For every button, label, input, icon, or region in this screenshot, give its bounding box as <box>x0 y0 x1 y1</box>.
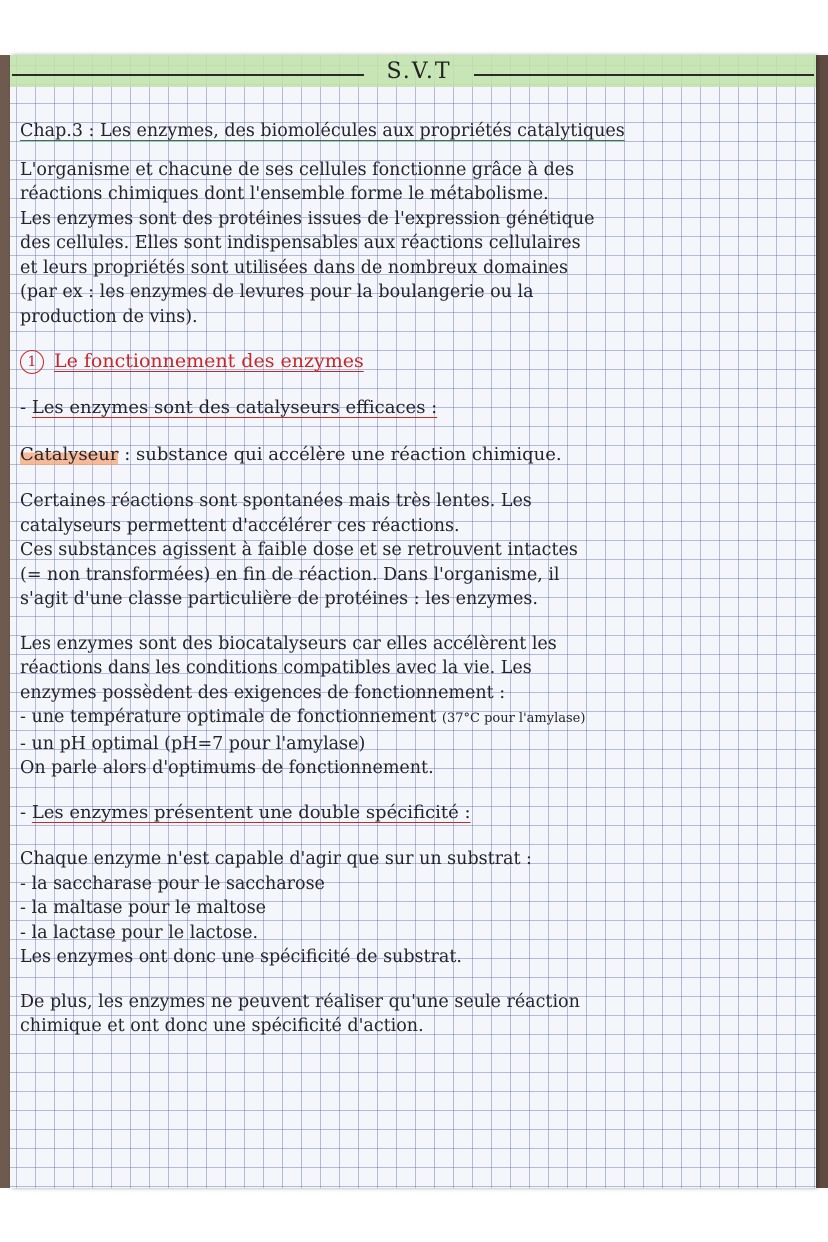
para-line: Chaque enzyme n'est capable d'agir que sur un substrat : <box>20 849 532 869</box>
catalyst-paragraph <box>20 489 815 612</box>
subheading-dash: - <box>20 397 32 418</box>
subheading-specificite <box>20 801 815 826</box>
bullet-temperature <box>20 705 815 732</box>
header-rule-right <box>474 74 814 76</box>
intro-line: (par ex : les enzymes de levures pour la boulangerie ou la <box>20 282 534 302</box>
para-line: Certaines réactions sont spontanées mais très lentes. Les <box>20 491 532 511</box>
para-line: réactions dans les conditions compatibles avec la vie. Les <box>20 658 532 678</box>
para-line: (= non transformées) en fin de réaction. Dans l'organisme, il <box>20 564 560 585</box>
bullet-ph: - un pH optimal (pH=7 pour l'amylase) <box>20 733 366 754</box>
section-heading-1 <box>20 349 815 374</box>
section-number: 1 <box>20 350 44 374</box>
intro-line: production de vins). <box>20 306 198 327</box>
bullet-note: (37°C pour l'amylase) <box>441 711 586 726</box>
notes-content <box>20 119 815 1059</box>
grid-paper-sheet <box>10 55 816 1188</box>
para-line: s'agit d'une classe particulière de protéines : les enzymes. <box>20 589 538 609</box>
list-item: - la maltase pour le maltose <box>20 898 267 918</box>
specificity-paragraph <box>20 847 815 970</box>
intro-line: des cellules. Elles sont indispensables aux réactions cellulaires <box>20 233 581 253</box>
intro-line: réactions chimiques dont l'ensemble forme le métabolisme. <box>20 184 549 204</box>
subheading-text: Les enzymes sont des catalyseurs efficaces : <box>31 397 438 418</box>
biocatalyst-paragraph <box>20 632 815 781</box>
para-line: chimique et ont donc une spécificité d'action. <box>20 1016 424 1036</box>
list-item: - la saccharase pour le saccharose <box>20 873 325 894</box>
bullet-text: - une température optimale de fonctionnement <box>20 707 442 727</box>
para-line: enzymes possèdent des exigences de fonctionnement : <box>20 682 506 703</box>
para-line: catalyseurs permettent d'accélérer ces réactions. <box>20 515 460 536</box>
para-line: Ces substances agissent à faible dose et se retrouvent intactes <box>20 540 578 560</box>
intro-line: et leurs propriétés sont utilisées dans de nombreux domaines <box>20 257 568 278</box>
intro-paragraph <box>20 158 815 330</box>
intro-line: L'organisme et chacune de ses cellules fonctionne grâce à des <box>20 159 575 180</box>
chapter-heading <box>20 119 815 144</box>
para-conclusion: On parle alors d'optimums de fonctionnement. <box>20 758 434 778</box>
para-line: Les enzymes sont des biocatalyseurs car elles accélèrent les <box>20 633 557 654</box>
definition-text: : substance qui accélère une réaction chimique. <box>118 443 562 465</box>
subject-title: S.V.T <box>386 59 452 84</box>
section-title: Le fonctionnement des enzymes <box>54 350 364 372</box>
definition-line <box>20 443 815 468</box>
chapter-title: Les enzymes, des biomolécules aux propriétés catalytiques <box>100 121 625 141</box>
subheading-dash: - <box>20 801 32 823</box>
intro-line: Les enzymes sont des protéines issues de l'expression génétique <box>20 208 595 229</box>
definition-term: Catalyseur <box>20 443 119 465</box>
subheading-catalyseurs <box>20 396 815 421</box>
chapter-prefix: Chap.3 : <box>20 121 101 141</box>
header-rule-left <box>12 74 364 76</box>
para-conclusion: Les enzymes ont donc une spécificité de substrat. <box>20 947 462 967</box>
subheading-text: Les enzymes présentent une double spécificité : <box>31 801 471 823</box>
action-paragraph <box>20 990 815 1039</box>
para-line: De plus, les enzymes ne peuvent réaliser qu'une seule réaction <box>20 991 580 1012</box>
list-item: - la lactase pour le lactose. <box>20 922 259 943</box>
